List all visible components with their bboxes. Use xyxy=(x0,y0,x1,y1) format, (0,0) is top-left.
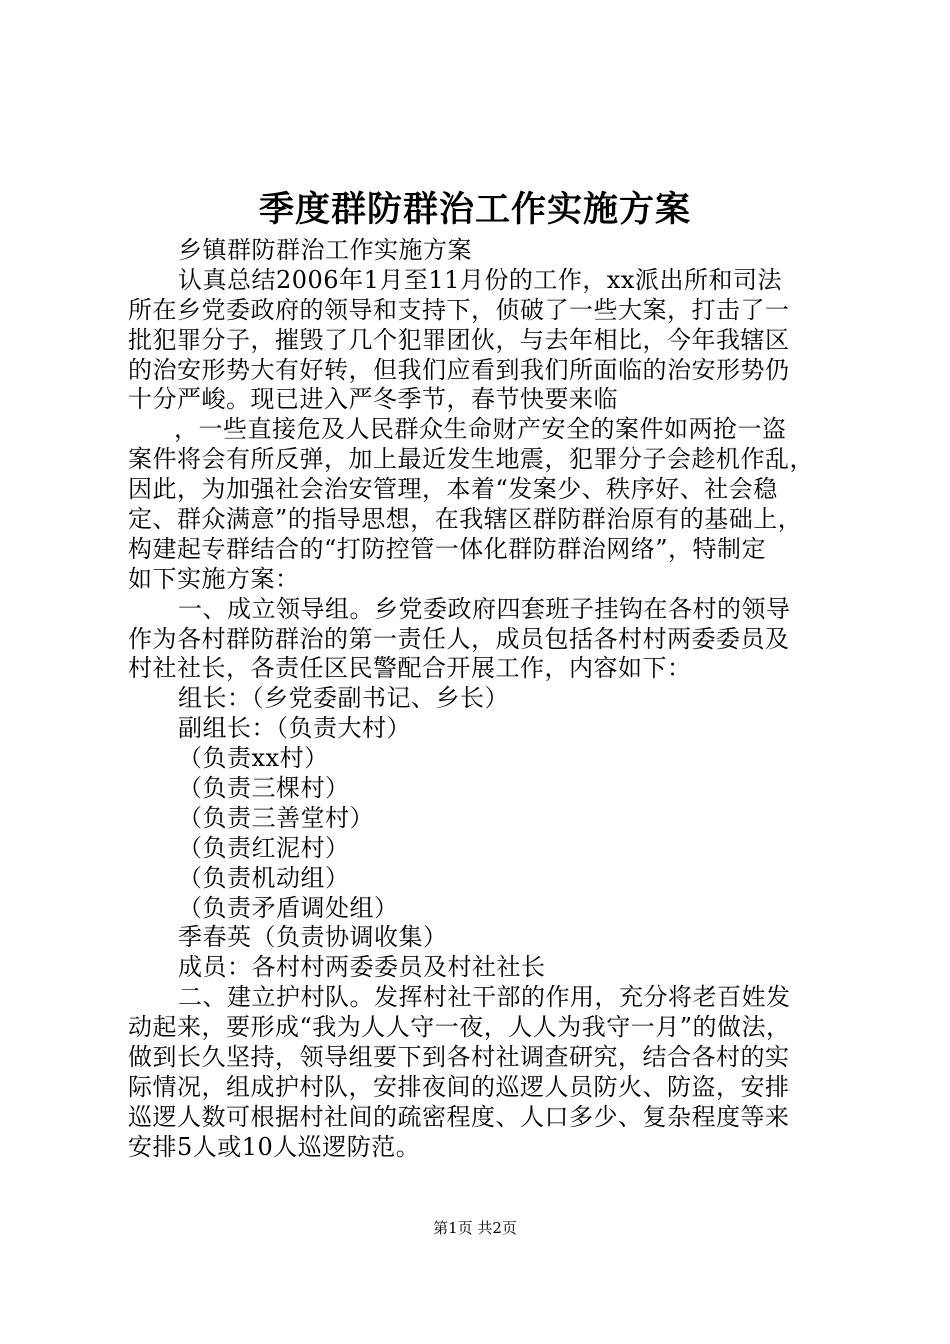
list-item: 副组长：（负责大村） xyxy=(178,714,411,743)
paragraph-line: 安排5人或10人巡逻防范。 xyxy=(128,1132,421,1161)
list-item: 季春英（负责协调收集） xyxy=(178,923,448,952)
paragraph-line: 如下实施方案： xyxy=(128,564,300,593)
paragraph-line: 巡逻人数可根据村社间的疏密程度、人口多少、复杂程度等来 xyxy=(128,1102,790,1131)
paragraph-line: 批犯罪分子，摧毁了几个犯罪团伙，与去年相比，今年我辖区 xyxy=(128,325,790,354)
paragraph-line: 因此，为加强社会治安管理，本着“发案少、秩序好、社会稳 xyxy=(128,475,778,504)
list-item: （负责机动组） xyxy=(178,863,350,892)
paragraph-line: 案件将会有所反弹，加上最近发生地震，犯罪分子会趁机作乱， xyxy=(128,445,814,474)
list-item: （负责三棵村） xyxy=(178,774,350,803)
paragraph-line: 村社社长，各责任区民警配合开展工作，内容如下： xyxy=(128,654,692,683)
page-footer: 第1页 共2页 xyxy=(433,1219,517,1237)
list-item: （负责三善堂村） xyxy=(178,803,374,832)
subtitle-line: 乡镇群防群治工作实施方案 xyxy=(178,236,472,264)
document-body xyxy=(128,236,832,1163)
paragraph-line: 二、建立护村队。发挥村社干部的作用，充分将老百姓发 xyxy=(178,983,791,1012)
list-item: （负责矛盾调处组） xyxy=(178,893,399,922)
paragraph-line: 际情况，组成护村队，安排夜间的巡逻人员防火、防盗，安排 xyxy=(128,1072,790,1101)
paragraph-line: 作为各村群防群治的第一责任人，成员包括各村村两委委员及 xyxy=(128,624,790,653)
paragraph-line: ，一些直接危及人民群众生命财产安全的案件如两抢一盗 xyxy=(174,415,787,444)
paragraph-line: 的治安形势大有好转，但我们应看到我们所面临的治安形势仍 xyxy=(128,355,790,384)
list-item: 组长：（乡党委副书记、乡长） xyxy=(178,684,509,713)
paragraph-line: 认真总结2006年1月至11月份的工作，xx派出所和司法 xyxy=(178,265,782,294)
list-item: 成员：各村村两委委员及村社社长 xyxy=(178,953,546,982)
list-item: （负责红泥村） xyxy=(178,833,350,862)
paragraph-line: 做到长久坚持，领导组要下到各村社调查研究，结合各村的实 xyxy=(128,1043,790,1072)
paragraph-line: 动起来，要形成“我为人人守一夜，人人为我守一月”的做法， xyxy=(128,1013,791,1042)
paragraph-line: 构建起专群结合的“打防控管一体化群防群治网络”，特制定 xyxy=(128,534,767,563)
paragraph-line: 定、群众满意”的指导思想，在我辖区群防群治原有的基础上， xyxy=(128,505,803,534)
paragraph-line: 十分严峻。现已进入严冬季节，春节快要来临 xyxy=(128,385,618,414)
list-item: （负责xx村） xyxy=(178,744,329,773)
document-title: 季度群防群治工作实施方案 xyxy=(258,189,691,230)
paragraph-line: 一、成立领导组。乡党委政府四套班子挂钩在各村的领导 xyxy=(178,594,791,623)
paragraph-line: 所在乡党委政府的领导和支持下，侦破了一些大案，打击了一 xyxy=(128,295,790,324)
